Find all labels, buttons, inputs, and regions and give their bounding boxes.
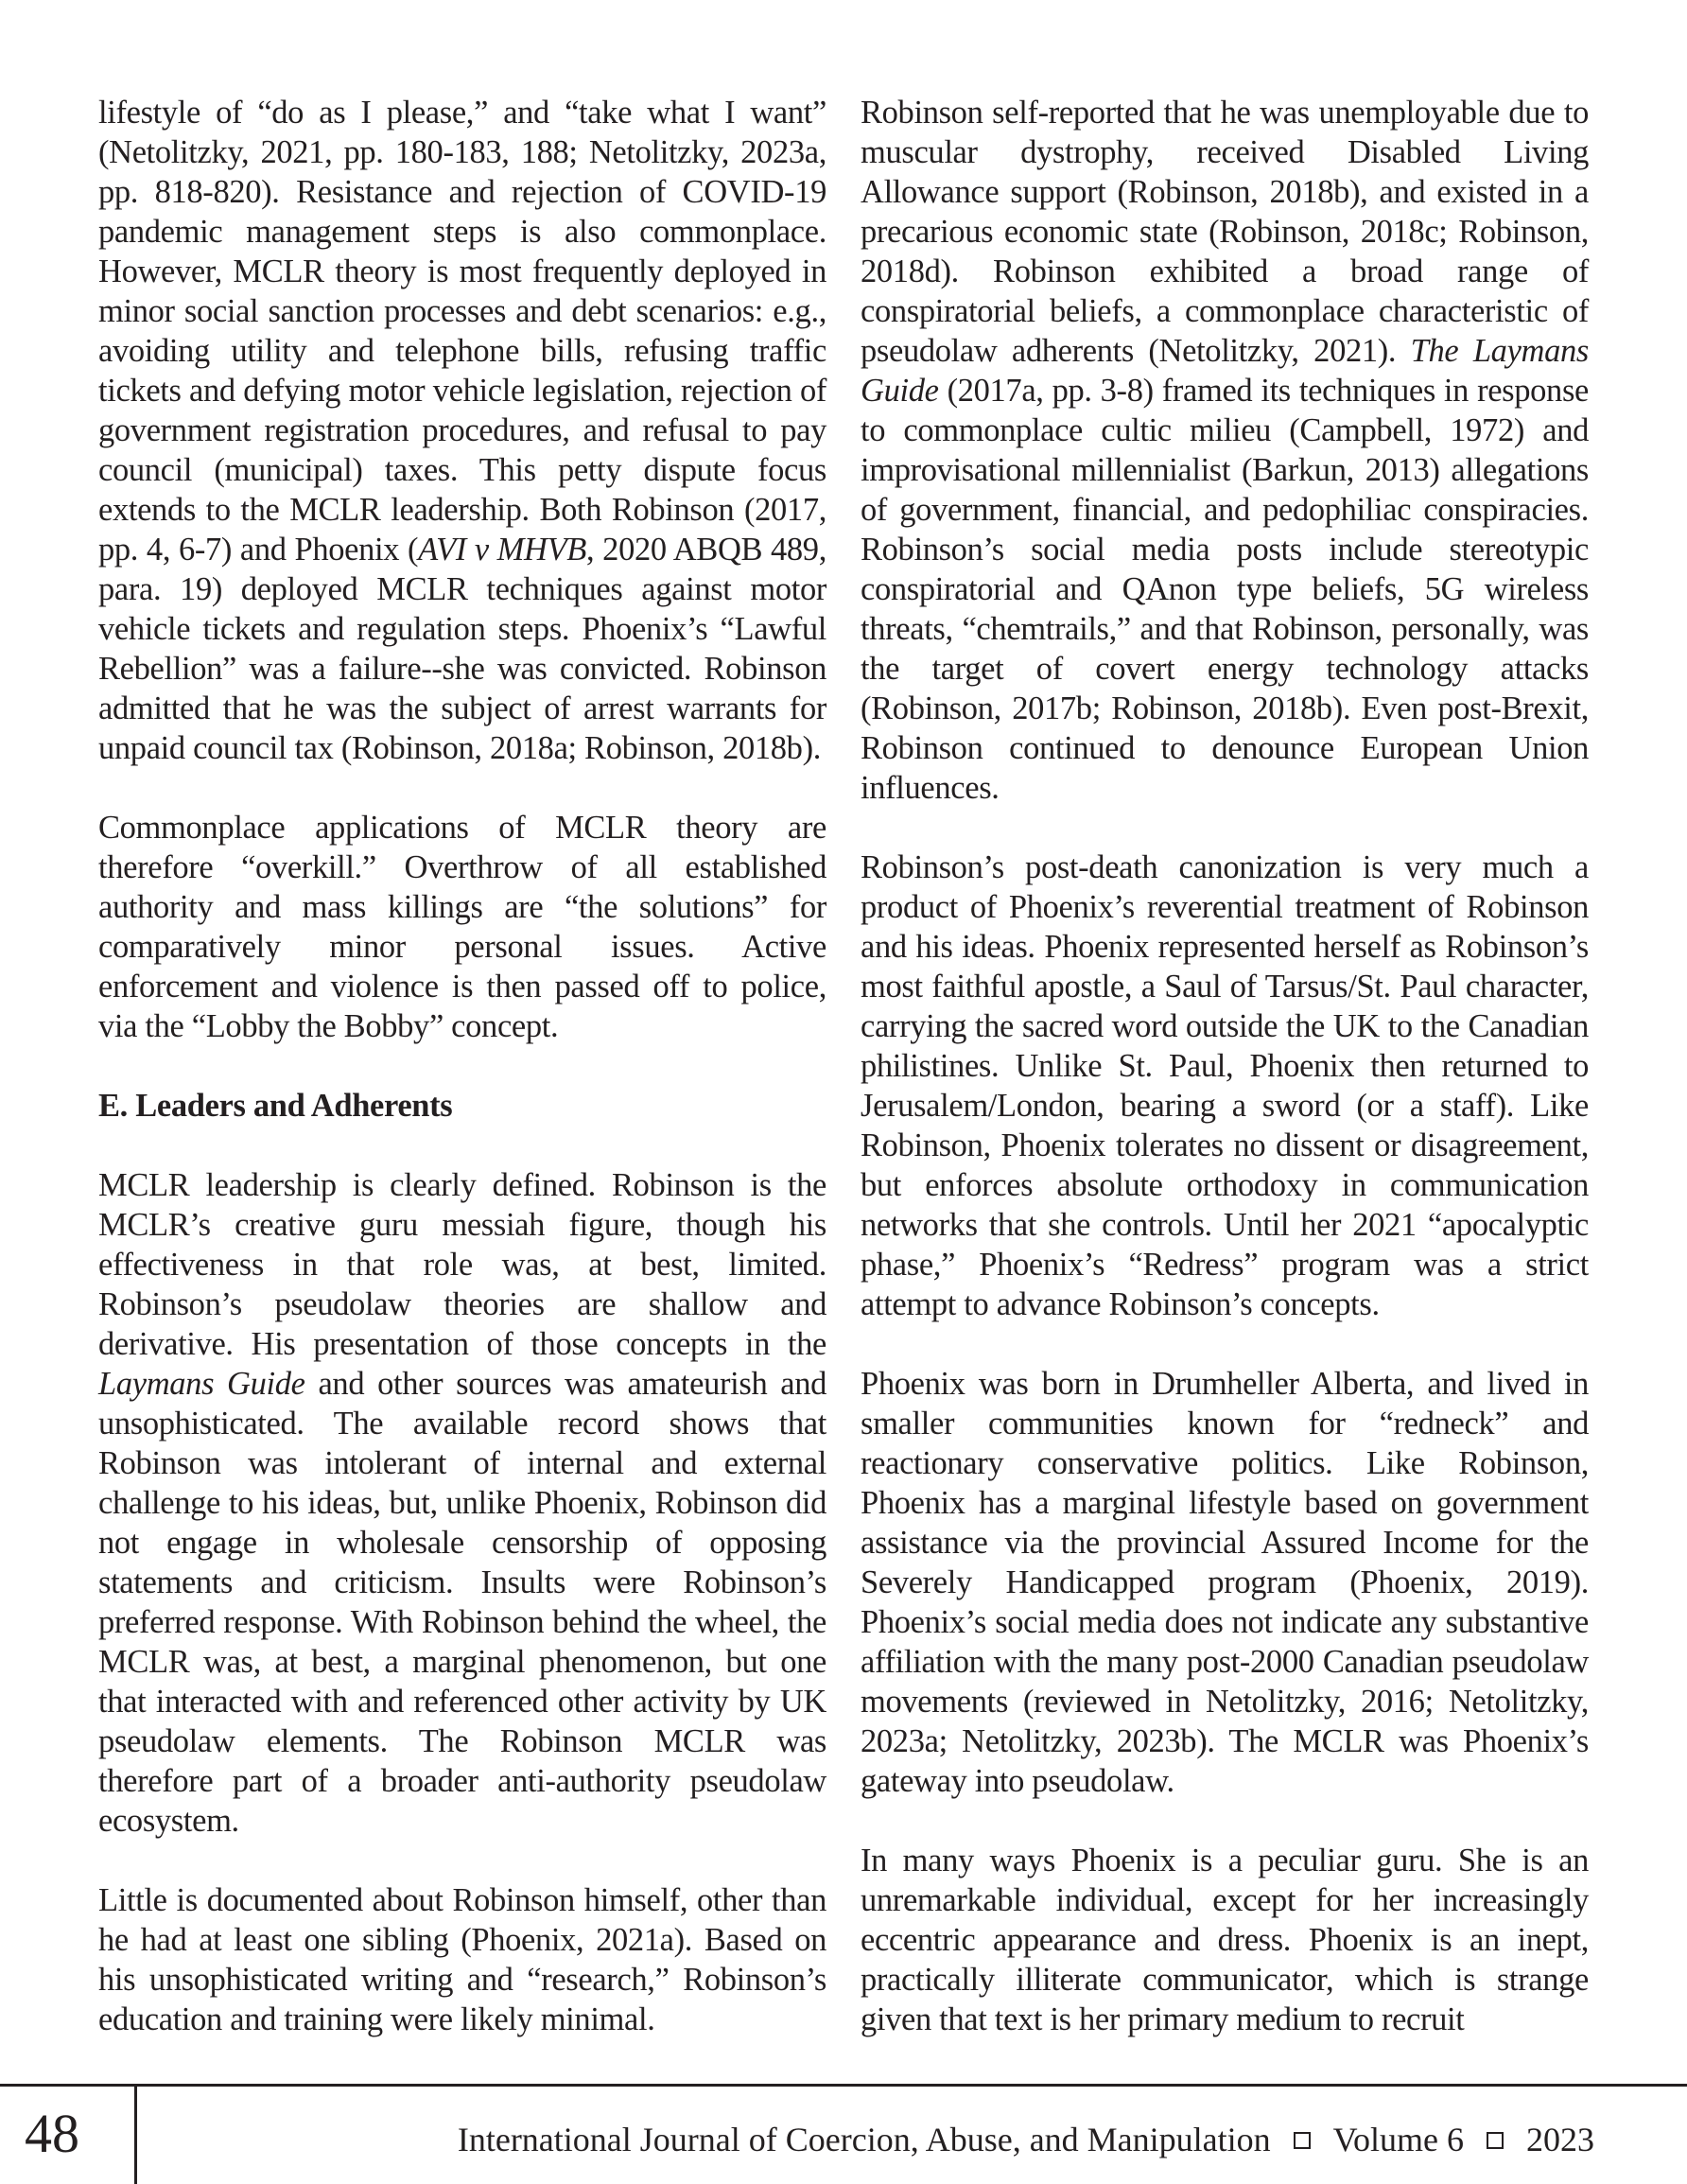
case-citation: AVI v MHVB — [418, 532, 587, 568]
footer-rule — [0, 2084, 1687, 2087]
paragraph: Robinson self-reported that he was unemployable due to muscular dystrophy, received Disabled Living Allowance support (Robinson, 2018b), and existed in a precarious economic state (Robinson, 2018c; Robinson, 2018d). Robinson exhibited a broad range of conspiratorial beliefs, a commonplace characteristic of pseudolaw adherents (Netolitzky, 2021). The Laymans Guide (2017a, pp. 3-8) framed its techniques in response to commonplace cultic milieu (Campbell, 1972) and improvisational millennialist (Barkun, 2013) allegations of government, financial, and pedophiliac conspiracies. Robinson’s social media posts include stereotypic conspiratorial and QAnon type beliefs, 5G wireless threats, “chemtrails,” and that Robinson, personally, was the target of covert energy technology attacks (Robinson, 2017b; Robinson, 2018b). Even post-Brexit, Robinson continued to denounce European Union influences. — [861, 95, 1589, 806]
running-footer — [458, 2121, 1594, 2158]
hollow-square-icon — [1487, 2132, 1504, 2149]
right-column — [861, 93, 1589, 2039]
page-number: 48 — [25, 2103, 79, 2164]
paragraph: Commonplace applications of MCLR theory are therefore “overkill.” Overthrow of all established authority and mass killings are “the solutions” for comparatively minor personal issues. Active enforcement and violence is then passed off to police, via the “Lobby the Bobby” concept. — [98, 810, 826, 1044]
paragraph: In many ways Phoenix is a peculiar guru. She is an unremarkable individual, except for her increasingly eccentric appearance and dress. Phoenix is an inept, practically illiterate communicator, which is strange given that text is her primary medium to recruit — [861, 1843, 1589, 2037]
footer-divider — [134, 2087, 137, 2184]
paragraph: Robinson’s post-death canonization is very much a product of Phoenix’s reverential treatment of Robinson and his ideas. Phoenix represented herself as Robinson’s most faithful apostle, a Saul of Tarsus/St. Paul character, carrying the sacred word outside the UK to the Canadian philistines. Unlike St. Paul, Phoenix then returned to Jerusalem/London, bearing a sword (or a staff). Like Robinson, Phoenix tolerates no dissent or disagreement, but enforces absolute orthodoxy in communication networks that she controls. Until her 2021 “apocalyptic phase,” Phoenix’s “Redress” program was a strict attempt to advance Robinson’s concepts. — [861, 849, 1589, 1322]
paragraph: lifestyle of “do as I please,” and “take what I want” (Netolitzky, 2021, pp. 180-183, 188; Netolitzky, 2023a, pp. 818-820). Resistance and rejection of COVID-19 pandemic management steps is also commonplace. However, MCLR theory is most frequently deployed in minor social sanction processes and debt scenarios: e.g., avoiding utility and telephone bills, refusing traffic tickets and defying motor vehicle legislation, rejection of government registration procedures, and refusal to pay council (municipal) taxes. This petty dispute focus extends to the MCLR leadership. Both Robinson (2017, pp. 4, 6-7) and Phoenix (AVI v MHVB, 2020 ABQB 489, para. 19) deployed MCLR techniques against motor vehicle tickets and regulation steps. Phoenix’s “Lawful Rebellion” was a failure--she was convicted. Robinson admitted that he was the subject of arrest warrants for unpaid council tax (Robinson, 2018a; Robinson, 2018b). — [98, 95, 826, 766]
paragraph: MCLR leadership is clearly defined. Robinson is the MCLR’s creative guru messiah figure, though his effectiveness in that role was, at best, limited. Robinson’s pseudolaw theories are shallow and derivative. His presentation of those concepts in the Laymans Guide and other sources was amateurish and unsophisticated. The available record shows that Robinson was intolerant of internal and external challenge to his ideas, but, unlike Phoenix, Robinson did not engage in wholesale censorship of opposing statements and criticism. Insults were Robinson’s preferred response. With Robinson behind the wheel, the MCLR was, at best, a marginal phenomenon, but one that interacted with and referenced other activity by UK pseudolaw elements. The Robinson MCLR was therefore part of a broader anti-authority pseudolaw ecosystem. — [98, 1167, 827, 1839]
book-title: The Laymans Guide — [861, 333, 1589, 409]
journal-title: International Journal of Coercion, Abuse, and Manipulation — [457, 2121, 1271, 2158]
volume: Volume 6 — [1332, 2121, 1464, 2158]
hollow-square-icon — [1294, 2132, 1311, 2149]
year: 2023 — [1526, 2121, 1594, 2158]
book-title: Laymans Guide — [98, 1366, 305, 1402]
left-column — [98, 93, 826, 2039]
paragraph: Little is documented about Robinson himself, other than he had at least one sibling (Phoenix, 2021a). Based on his unsophisticated writing and “research,” Robinson’s education and training were likely minimal. — [98, 1882, 826, 2037]
paragraph: Phoenix was born in Drumheller Alberta, and lived in smaller communities known for “redneck” and reactionary conservative politics. Like Robinson, Phoenix has a marginal lifestyle based on government assistance via the provincial Assured Income for the Severely Handicapped program (Phoenix, 2019). Phoenix’s social media does not indicate any substantive affiliation with the many post-2000 Canadian pseudolaw movements (reviewed in Netolitzky, 2016; Netolitzky, 2023a; Netolitzky, 2023b). The MCLR was Phoenix’s gateway into pseudolaw. — [861, 1366, 1589, 1799]
section-heading: E. Leaders and Adherents — [98, 1088, 453, 1124]
